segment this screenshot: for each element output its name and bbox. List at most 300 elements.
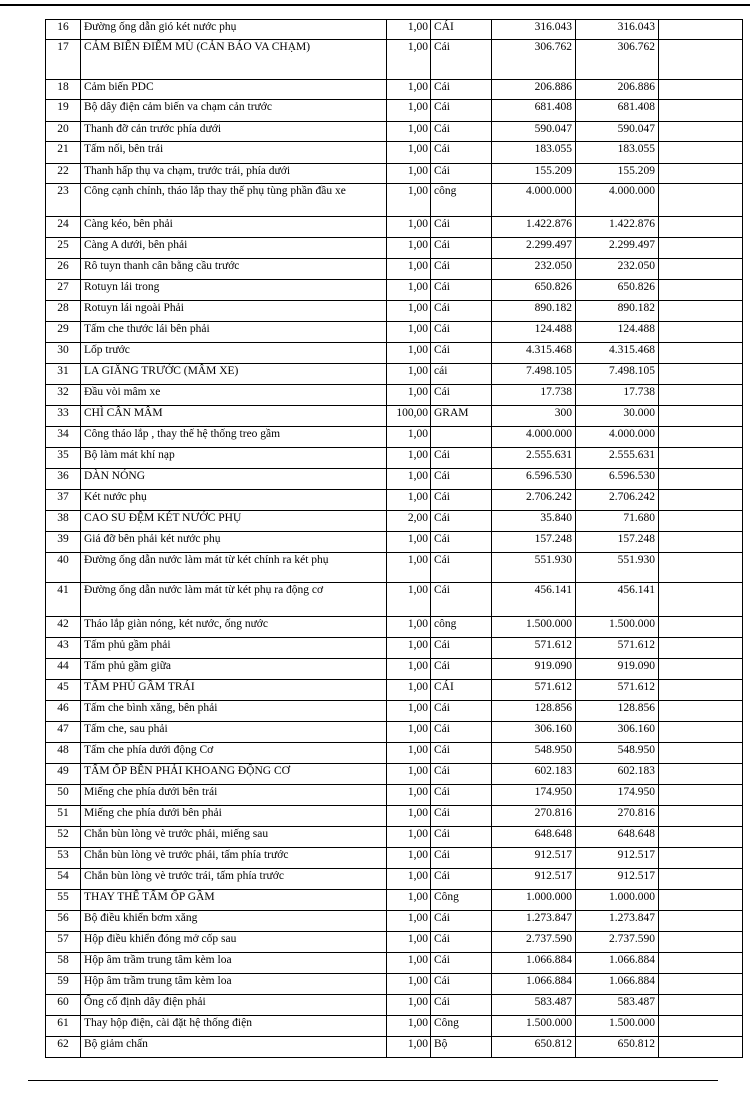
item-number: 31 xyxy=(46,364,81,385)
item-unit: Cái xyxy=(431,40,492,80)
item-unit: Cái xyxy=(431,280,492,301)
item-unit-price: 2.555.631 xyxy=(492,448,576,469)
item-total: 912.517 xyxy=(576,869,659,890)
table-row xyxy=(46,217,743,238)
item-description: Càng A dưới, bên phải xyxy=(81,238,387,259)
item-description: LA GIĂNG TRƯỚC (MÂM XE) xyxy=(81,364,387,385)
item-number: 50 xyxy=(46,785,81,806)
item-unit: Cái xyxy=(431,142,492,164)
item-description: Két nước phụ xyxy=(81,490,387,511)
item-unit-price: 232.050 xyxy=(492,259,576,280)
item-unit-price: 17.738 xyxy=(492,385,576,406)
item-total: 2.737.590 xyxy=(576,932,659,953)
item-total: 1.066.884 xyxy=(576,953,659,974)
item-unit-price: 4.315.468 xyxy=(492,343,576,364)
item-number: 56 xyxy=(46,911,81,932)
item-unit-price: 912.517 xyxy=(492,848,576,869)
item-quantity: 100,00 xyxy=(387,406,431,427)
item-description: Rô tuyn thanh cân bằng cầu trước xyxy=(81,259,387,280)
item-unit-price: 551.930 xyxy=(492,553,576,583)
item-description: Bộ làm mát khí nạp xyxy=(81,448,387,469)
item-note xyxy=(659,890,743,911)
item-quantity: 1,00 xyxy=(387,617,431,638)
item-unit: Cái xyxy=(431,490,492,511)
item-unit-price: 590.047 xyxy=(492,122,576,142)
table-row xyxy=(46,301,743,322)
item-number: 42 xyxy=(46,617,81,638)
item-total: 890.182 xyxy=(576,301,659,322)
top-rule xyxy=(0,4,750,6)
item-unit: Cái xyxy=(431,322,492,343)
item-number: 24 xyxy=(46,217,81,238)
item-unit-price: 4.000.000 xyxy=(492,184,576,217)
parts-table xyxy=(45,19,743,1058)
item-unit: Cái xyxy=(431,827,492,848)
item-total: 1.000.000 xyxy=(576,890,659,911)
item-unit-price: 306.160 xyxy=(492,722,576,743)
item-description: Lốp trước xyxy=(81,343,387,364)
item-description: Công cạnh chỉnh, tháo lắp thay thế phụ tùng phần đầu xe xyxy=(81,184,387,217)
item-unit-price: 206.886 xyxy=(492,80,576,100)
table-row xyxy=(46,680,743,701)
item-number: 34 xyxy=(46,427,81,448)
table-row xyxy=(46,617,743,638)
item-description: Tấm che, sau phải xyxy=(81,722,387,743)
item-number: 58 xyxy=(46,953,81,974)
item-note xyxy=(659,785,743,806)
item-unit-price: 183.055 xyxy=(492,142,576,164)
item-total: 124.488 xyxy=(576,322,659,343)
item-number: 19 xyxy=(46,100,81,122)
table-row xyxy=(46,953,743,974)
item-number: 22 xyxy=(46,164,81,184)
item-description: Tháo lắp giàn nóng, két nước, ống nước xyxy=(81,617,387,638)
item-number: 21 xyxy=(46,142,81,164)
table-row xyxy=(46,511,743,532)
item-quantity: 1,00 xyxy=(387,743,431,764)
item-quantity: 1,00 xyxy=(387,164,431,184)
item-number: 51 xyxy=(46,806,81,827)
item-unit: Cái xyxy=(431,869,492,890)
item-total: 650.826 xyxy=(576,280,659,301)
item-number: 35 xyxy=(46,448,81,469)
item-note xyxy=(659,764,743,785)
item-total: 2.555.631 xyxy=(576,448,659,469)
table-row xyxy=(46,911,743,932)
table-row xyxy=(46,490,743,511)
item-unit: Cái xyxy=(431,164,492,184)
item-number: 46 xyxy=(46,701,81,722)
item-number: 44 xyxy=(46,659,81,680)
item-total: 306.160 xyxy=(576,722,659,743)
item-note xyxy=(659,553,743,583)
item-total: 919.090 xyxy=(576,659,659,680)
item-unit: Bộ xyxy=(431,1037,492,1058)
parts-table-body xyxy=(46,20,743,1058)
item-note xyxy=(659,974,743,995)
item-unit: Cái xyxy=(431,385,492,406)
item-quantity: 2,00 xyxy=(387,511,431,532)
item-description: Rotuyn lái trong xyxy=(81,280,387,301)
item-quantity: 1,00 xyxy=(387,259,431,280)
item-quantity: 1,00 xyxy=(387,142,431,164)
item-note xyxy=(659,259,743,280)
item-unit: Cái xyxy=(431,701,492,722)
item-description: THAY THẾ TẤM ỐP GẦM xyxy=(81,890,387,911)
item-number: 57 xyxy=(46,932,81,953)
item-unit-price: 1.500.000 xyxy=(492,617,576,638)
item-unit: Công xyxy=(431,890,492,911)
item-description: Giá đỡ bên phải két nước phụ xyxy=(81,532,387,553)
table-row xyxy=(46,995,743,1016)
item-number: 55 xyxy=(46,890,81,911)
item-unit: CÁI xyxy=(431,20,492,40)
table-row xyxy=(46,40,743,80)
table-row xyxy=(46,364,743,385)
item-quantity: 1,00 xyxy=(387,322,431,343)
table-row xyxy=(46,722,743,743)
item-unit: Cái xyxy=(431,343,492,364)
table-row xyxy=(46,785,743,806)
item-number: 20 xyxy=(46,122,81,142)
item-total: 206.886 xyxy=(576,80,659,100)
item-unit: công xyxy=(431,617,492,638)
table-row xyxy=(46,806,743,827)
item-unit-price: 890.182 xyxy=(492,301,576,322)
item-unit-price: 6.596.530 xyxy=(492,469,576,490)
item-quantity: 1,00 xyxy=(387,827,431,848)
item-total: 648.648 xyxy=(576,827,659,848)
item-quantity: 1,00 xyxy=(387,20,431,40)
item-quantity: 1,00 xyxy=(387,953,431,974)
table-row xyxy=(46,142,743,164)
item-total: 583.487 xyxy=(576,995,659,1016)
item-unit-price: 300 xyxy=(492,406,576,427)
item-note xyxy=(659,100,743,122)
item-unit-price: 2.299.497 xyxy=(492,238,576,259)
item-total: 590.047 xyxy=(576,122,659,142)
item-total: 571.612 xyxy=(576,638,659,659)
item-description: Tấm che phía dưới động Cơ xyxy=(81,743,387,764)
item-note xyxy=(659,995,743,1016)
table-row xyxy=(46,280,743,301)
item-quantity: 1,00 xyxy=(387,217,431,238)
item-unit: CÁI xyxy=(431,680,492,701)
item-total: 232.050 xyxy=(576,259,659,280)
item-unit-price: 919.090 xyxy=(492,659,576,680)
item-total: 270.816 xyxy=(576,806,659,827)
table-row xyxy=(46,974,743,995)
table-row xyxy=(46,553,743,583)
item-unit: Cái xyxy=(431,953,492,974)
item-total: 1.273.847 xyxy=(576,911,659,932)
item-quantity: 1,00 xyxy=(387,364,431,385)
item-description: CẢM BIẾN ĐIỂM MÙ (CẢN BÁO VA CHẠM) xyxy=(81,40,387,80)
item-number: 28 xyxy=(46,301,81,322)
table-row xyxy=(46,932,743,953)
item-total: 71.680 xyxy=(576,511,659,532)
item-quantity: 1,00 xyxy=(387,932,431,953)
table-row xyxy=(46,701,743,722)
item-total: 650.812 xyxy=(576,1037,659,1058)
item-quantity: 1,00 xyxy=(387,848,431,869)
item-quantity: 1,00 xyxy=(387,301,431,322)
table-row xyxy=(46,20,743,40)
table-row xyxy=(46,827,743,848)
item-quantity: 1,00 xyxy=(387,238,431,259)
item-description: Thay hộp điện, cài đặt hệ thống điện xyxy=(81,1016,387,1037)
item-total: 306.762 xyxy=(576,40,659,80)
item-total: 912.517 xyxy=(576,848,659,869)
item-unit: Cái xyxy=(431,911,492,932)
item-unit-price: 174.950 xyxy=(492,785,576,806)
item-note xyxy=(659,301,743,322)
item-note xyxy=(659,701,743,722)
item-unit: Cái xyxy=(431,764,492,785)
item-quantity: 1,00 xyxy=(387,659,431,680)
item-unit-price: 306.762 xyxy=(492,40,576,80)
table-row xyxy=(46,385,743,406)
item-unit: Cái xyxy=(431,511,492,532)
item-note xyxy=(659,911,743,932)
item-unit: Cái xyxy=(431,638,492,659)
item-description: Miếng che phía dưới bên phải xyxy=(81,806,387,827)
table-row xyxy=(46,469,743,490)
item-unit: Cái xyxy=(431,659,492,680)
table-row xyxy=(46,100,743,122)
item-note xyxy=(659,122,743,142)
item-unit: Công xyxy=(431,1016,492,1037)
item-description: Cảm biến PDC xyxy=(81,80,387,100)
item-description: Công tháo lắp , thay thế hệ thống treo gầm xyxy=(81,427,387,448)
item-note xyxy=(659,448,743,469)
item-quantity: 1,00 xyxy=(387,638,431,659)
item-description: Tấm che thước lái bên phải xyxy=(81,322,387,343)
item-unit-price: 548.950 xyxy=(492,743,576,764)
item-quantity: 1,00 xyxy=(387,427,431,448)
item-total: 2.299.497 xyxy=(576,238,659,259)
item-number: 53 xyxy=(46,848,81,869)
item-number: 43 xyxy=(46,638,81,659)
item-unit-price: 270.816 xyxy=(492,806,576,827)
table-row xyxy=(46,1016,743,1037)
item-description: Đầu vòi mâm xe xyxy=(81,385,387,406)
item-unit: công xyxy=(431,184,492,217)
item-unit: Cái xyxy=(431,469,492,490)
item-unit: Cái xyxy=(431,848,492,869)
item-unit: Cái xyxy=(431,722,492,743)
item-unit: Cái xyxy=(431,743,492,764)
item-quantity: 1,00 xyxy=(387,532,431,553)
item-description: Chắn bùn lòng vè trước phải, miếng sau xyxy=(81,827,387,848)
item-description: Thanh hấp thụ va chạm, trước trái, phía dưới xyxy=(81,164,387,184)
item-note xyxy=(659,469,743,490)
item-description: Càng kéo, bên phải xyxy=(81,217,387,238)
item-quantity: 1,00 xyxy=(387,343,431,364)
table-row xyxy=(46,869,743,890)
item-description: Tấm phủ gầm phải xyxy=(81,638,387,659)
item-description: CHÌ CÂN MÂM xyxy=(81,406,387,427)
item-total: 1.500.000 xyxy=(576,617,659,638)
item-description: Bộ điều khiển bơm xăng xyxy=(81,911,387,932)
item-number: 37 xyxy=(46,490,81,511)
item-total: 183.055 xyxy=(576,142,659,164)
item-number: 45 xyxy=(46,680,81,701)
item-quantity: 1,00 xyxy=(387,490,431,511)
item-description: DÀN NÓNG xyxy=(81,469,387,490)
item-note xyxy=(659,532,743,553)
item-number: 40 xyxy=(46,553,81,583)
table-row xyxy=(46,1037,743,1058)
item-number: 25 xyxy=(46,238,81,259)
item-quantity: 1,00 xyxy=(387,448,431,469)
item-unit-price: 456.141 xyxy=(492,583,576,617)
item-note xyxy=(659,427,743,448)
item-unit: Cái xyxy=(431,583,492,617)
table-row xyxy=(46,764,743,785)
item-unit xyxy=(431,427,492,448)
table-row xyxy=(46,164,743,184)
item-note xyxy=(659,142,743,164)
item-description: Tấm nối, bên trái xyxy=(81,142,387,164)
item-quantity: 1,00 xyxy=(387,974,431,995)
item-note xyxy=(659,638,743,659)
item-note xyxy=(659,680,743,701)
item-unit-price: 1.422.876 xyxy=(492,217,576,238)
item-note xyxy=(659,217,743,238)
item-number: 33 xyxy=(46,406,81,427)
item-quantity: 1,00 xyxy=(387,995,431,1016)
table-row xyxy=(46,122,743,142)
table-row xyxy=(46,638,743,659)
item-quantity: 1,00 xyxy=(387,122,431,142)
item-description: Chắn bùn lòng vè trước phải, tấm phía trước xyxy=(81,848,387,869)
item-note xyxy=(659,490,743,511)
item-total: 17.738 xyxy=(576,385,659,406)
item-total: 1.066.884 xyxy=(576,974,659,995)
table-row xyxy=(46,583,743,617)
item-total: 6.596.530 xyxy=(576,469,659,490)
item-unit-price: 7.498.105 xyxy=(492,364,576,385)
item-unit-price: 2.706.242 xyxy=(492,490,576,511)
item-description: Tấm phủ gầm giữa xyxy=(81,659,387,680)
item-note xyxy=(659,80,743,100)
item-description: Ống cố định dây điện phải xyxy=(81,995,387,1016)
item-note xyxy=(659,953,743,974)
table-row xyxy=(46,848,743,869)
item-unit: Cái xyxy=(431,259,492,280)
item-note xyxy=(659,20,743,40)
item-description: Đường ống dẫn nước làm mát từ két phụ ra động cơ xyxy=(81,583,387,617)
item-number: 17 xyxy=(46,40,81,80)
table-row xyxy=(46,427,743,448)
item-quantity: 1,00 xyxy=(387,40,431,80)
item-total: 30.000 xyxy=(576,406,659,427)
item-number: 39 xyxy=(46,532,81,553)
item-number: 30 xyxy=(46,343,81,364)
item-description: Hộp âm trầm trung tâm kèm loa xyxy=(81,974,387,995)
item-unit-price: 316.043 xyxy=(492,20,576,40)
item-description: Tấm che bình xăng, bên phải xyxy=(81,701,387,722)
table-row xyxy=(46,259,743,280)
item-description: Đường ống dẫn gió két nước phụ xyxy=(81,20,387,40)
item-unit: Cái xyxy=(431,974,492,995)
item-total: 602.183 xyxy=(576,764,659,785)
item-description: Bộ dây điện cảm biến va chạm cản trước xyxy=(81,100,387,122)
item-unit: Cái xyxy=(431,217,492,238)
item-number: 54 xyxy=(46,869,81,890)
table-row xyxy=(46,406,743,427)
item-description: Hộp điều khiển đóng mở cốp sau xyxy=(81,932,387,953)
item-unit: GRAM xyxy=(431,406,492,427)
item-number: 36 xyxy=(46,469,81,490)
item-description: TẤM PHỦ GẦM TRÁI xyxy=(81,680,387,701)
item-unit-price: 128.856 xyxy=(492,701,576,722)
item-total: 157.248 xyxy=(576,532,659,553)
item-note xyxy=(659,40,743,80)
item-note xyxy=(659,583,743,617)
table-row xyxy=(46,532,743,553)
item-note xyxy=(659,617,743,638)
table-row xyxy=(46,659,743,680)
item-unit-price: 157.248 xyxy=(492,532,576,553)
item-note xyxy=(659,184,743,217)
item-unit-price: 155.209 xyxy=(492,164,576,184)
item-unit-price: 1.066.884 xyxy=(492,953,576,974)
item-note xyxy=(659,743,743,764)
item-unit-price: 1.500.000 xyxy=(492,1016,576,1037)
item-description: Chắn bùn lòng vè trước trái, tấm phía trước xyxy=(81,869,387,890)
item-quantity: 1,00 xyxy=(387,911,431,932)
item-quantity: 1,00 xyxy=(387,469,431,490)
item-total: 4.000.000 xyxy=(576,427,659,448)
item-unit: Cái xyxy=(431,80,492,100)
table-row xyxy=(46,184,743,217)
item-note xyxy=(659,1016,743,1037)
item-total: 548.950 xyxy=(576,743,659,764)
item-number: 60 xyxy=(46,995,81,1016)
item-quantity: 1,00 xyxy=(387,1016,431,1037)
table-row xyxy=(46,448,743,469)
item-quantity: 1,00 xyxy=(387,722,431,743)
table-row xyxy=(46,743,743,764)
item-quantity: 1,00 xyxy=(387,764,431,785)
item-quantity: 1,00 xyxy=(387,100,431,122)
item-total: 1.422.876 xyxy=(576,217,659,238)
item-quantity: 1,00 xyxy=(387,785,431,806)
item-number: 62 xyxy=(46,1037,81,1058)
item-note xyxy=(659,406,743,427)
table-row xyxy=(46,343,743,364)
item-number: 41 xyxy=(46,583,81,617)
item-total: 174.950 xyxy=(576,785,659,806)
item-number: 27 xyxy=(46,280,81,301)
item-note xyxy=(659,164,743,184)
item-note xyxy=(659,722,743,743)
item-unit-price: 1.000.000 xyxy=(492,890,576,911)
item-number: 49 xyxy=(46,764,81,785)
bottom-rule xyxy=(28,1080,718,1081)
item-unit-price: 912.517 xyxy=(492,869,576,890)
item-total: 128.856 xyxy=(576,701,659,722)
table-row xyxy=(46,238,743,259)
item-unit: Cái xyxy=(431,553,492,583)
item-description: CAO SU ĐỆM KÉT NƯỚC PHỤ xyxy=(81,511,387,532)
item-unit-price: 571.612 xyxy=(492,680,576,701)
item-unit: Cái xyxy=(431,301,492,322)
item-number: 61 xyxy=(46,1016,81,1037)
item-note xyxy=(659,322,743,343)
